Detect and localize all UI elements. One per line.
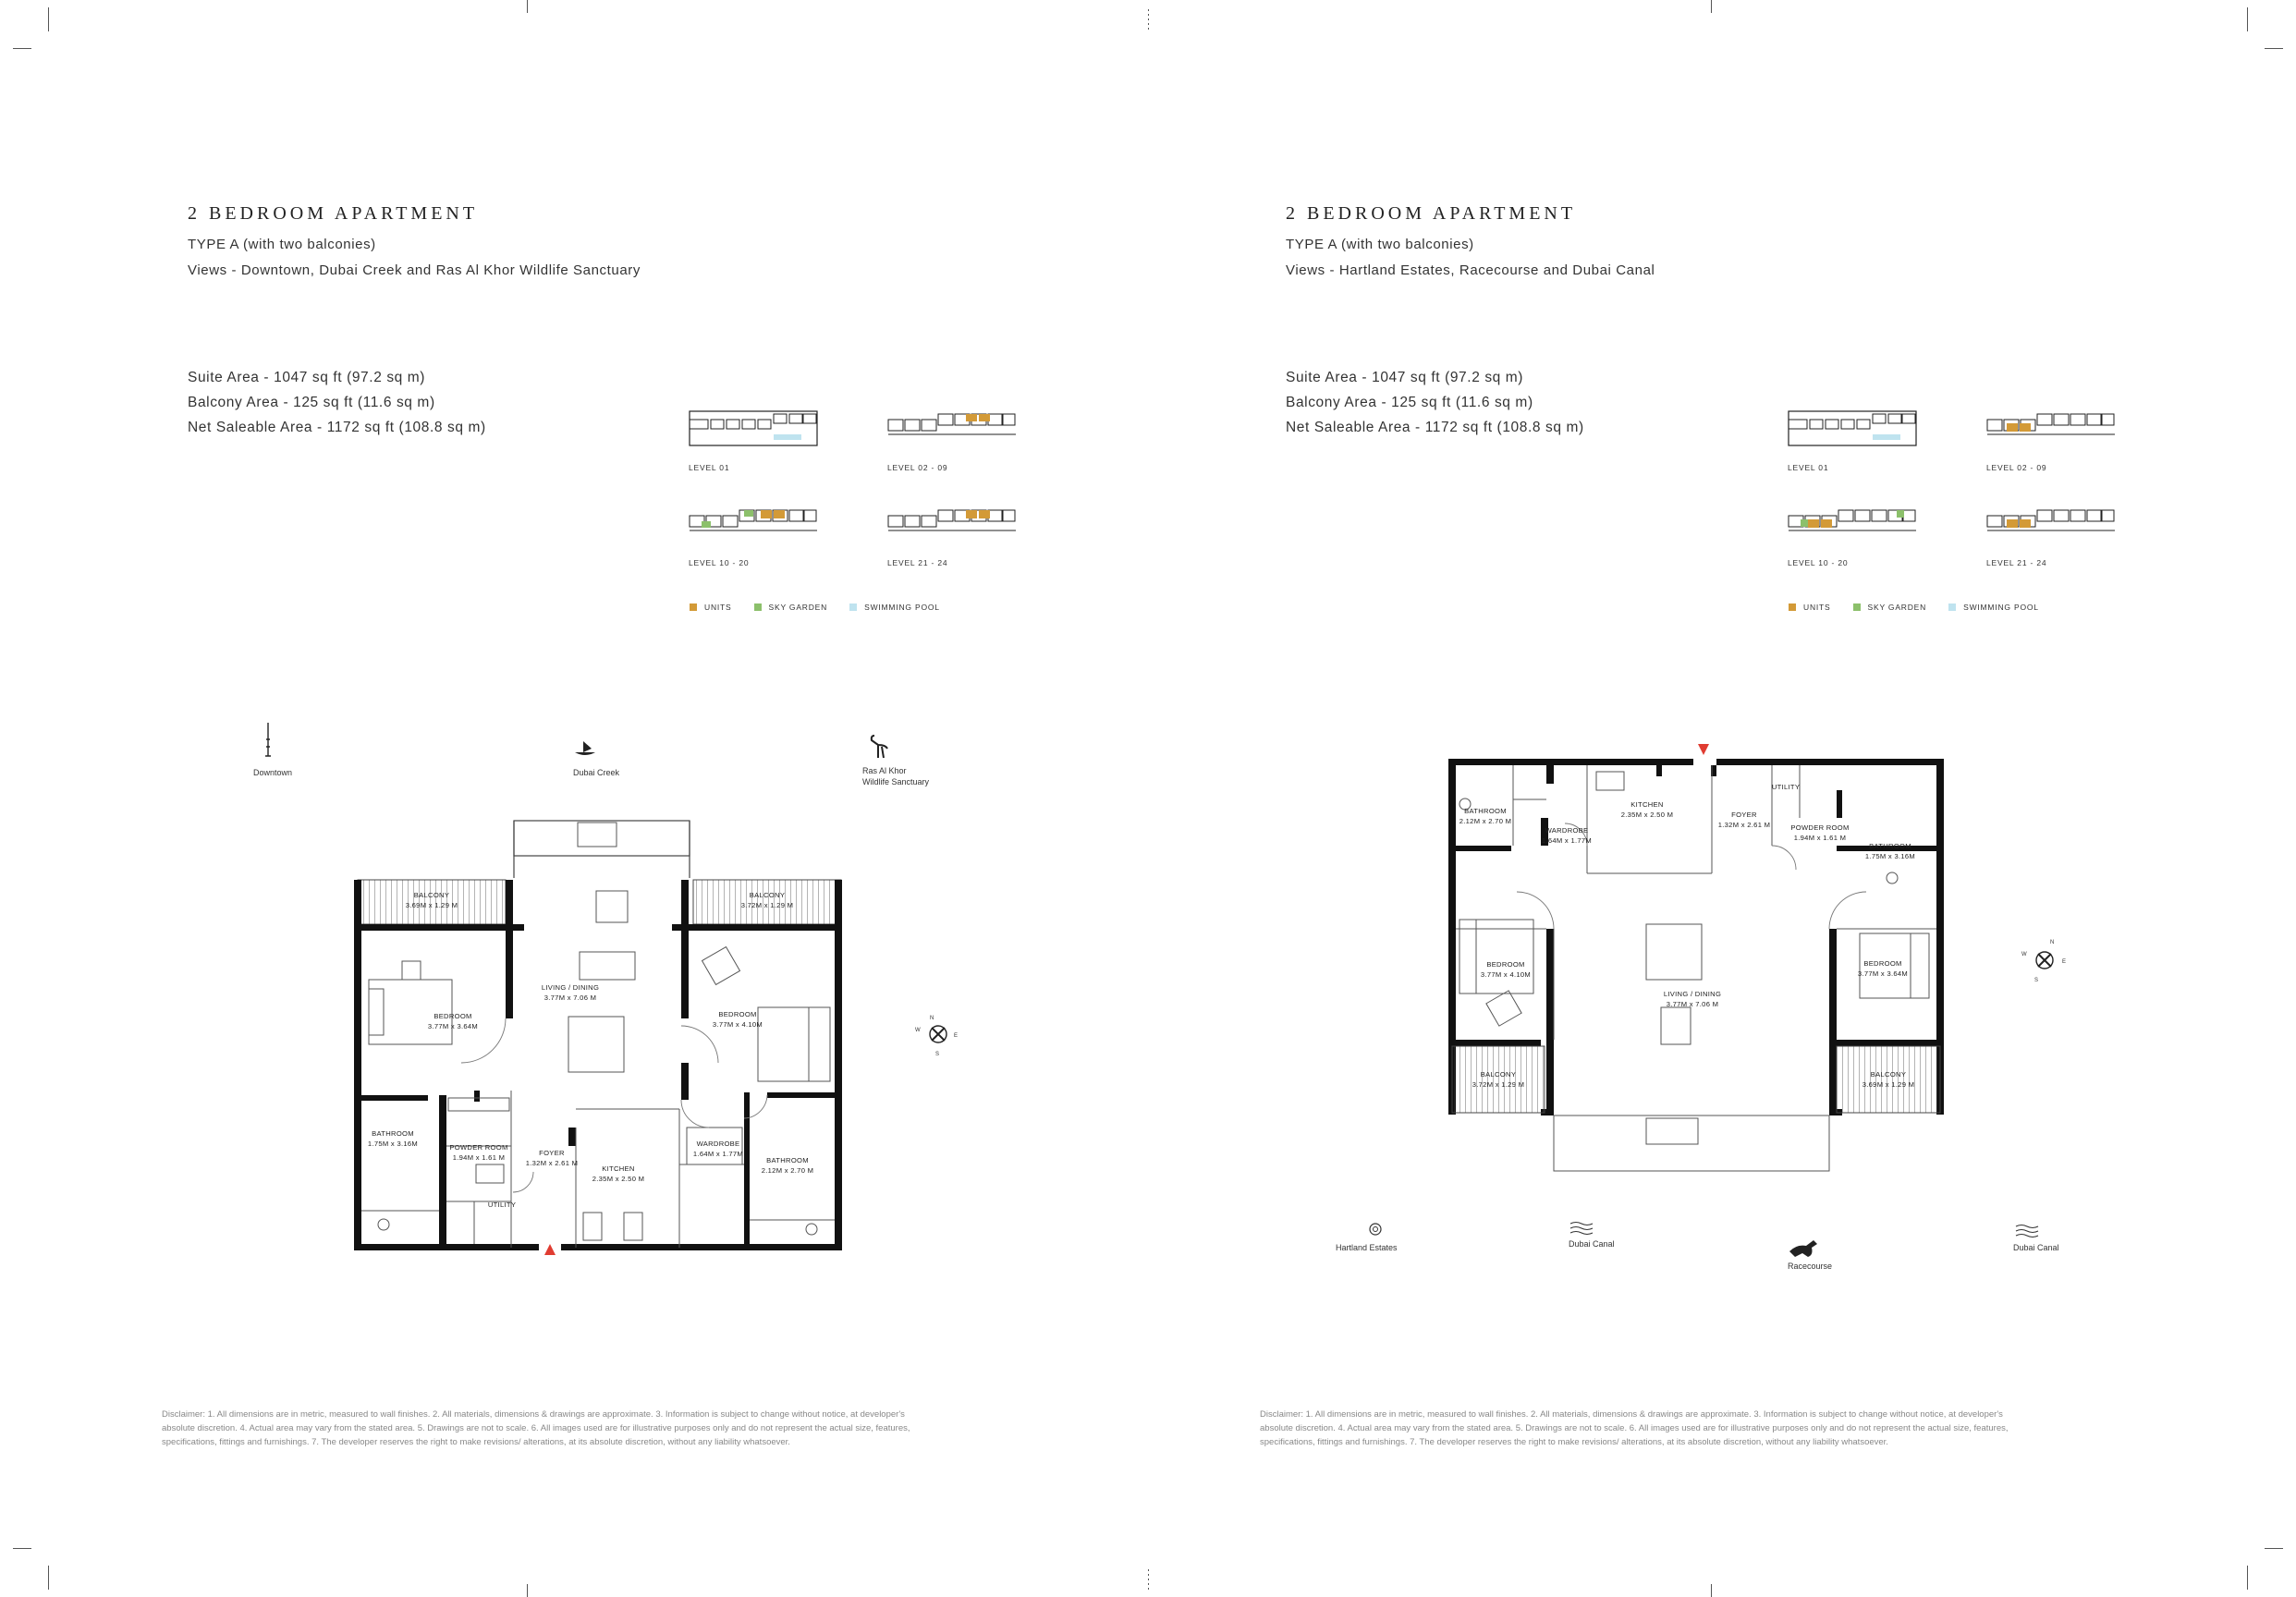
view-label-dubai-creek: Dubai Creek <box>573 768 620 777</box>
page-title: 2 BEDROOM APARTMENT <box>1286 203 1577 224</box>
sky-garden-swatch <box>1853 603 1861 611</box>
disclaimer-line: Disclaimer: 1. All dimensions are in metric, measured to wall finishes. 2. All materials, dimensions & drawings are approximate. 3. Information is subject to change without notice, at developer's <box>1260 1409 2003 1420</box>
room-dimension: 1.64M x 1.77M <box>692 1150 744 1158</box>
room-dimension: 3.77M x 3.64M <box>427 1022 479 1030</box>
room-label: BATHROOM <box>1464 807 1507 815</box>
room-label: KITCHEN <box>1630 800 1664 809</box>
room-label: BATHROOM <box>1869 842 1911 850</box>
page-title: 2 BEDROOM APARTMENT <box>188 203 479 224</box>
key-plan-level-01 <box>1788 410 1917 447</box>
balcony-area: Balcony Area - 125 sq ft (11.6 sq m) <box>188 395 435 410</box>
legend-label: UNITS <box>1803 603 1831 612</box>
room-label: POWDER ROOM <box>449 1143 508 1152</box>
compass-icon <box>2020 935 2070 985</box>
level-label: LEVEL 10 - 20 <box>689 558 750 567</box>
entry-marker <box>1698 744 1709 755</box>
room-dimension: 2.35M x 2.50 M <box>592 1175 645 1183</box>
key-plan-level-10-20 <box>1788 506 1917 534</box>
room-label: BEDROOM <box>718 1010 757 1018</box>
room-label: FOYER <box>1731 811 1757 819</box>
legend-units <box>690 603 732 612</box>
suite-area: Suite Area - 1047 sq ft (97.2 sq m) <box>1286 370 1524 385</box>
room-label: BEDROOM <box>1863 959 1902 968</box>
compass-w: W <box>2021 952 2027 957</box>
net-saleable-area: Net Saleable Area - 1172 sq ft (108.8 sq m) <box>1286 420 1584 435</box>
view-label-line: Ras Al Khor <box>862 766 907 775</box>
room-label: 3.72M x 1.29 M <box>740 901 794 909</box>
room-label: KITCHEN <box>602 1164 635 1173</box>
legend-swimming-pool <box>1948 603 2039 612</box>
disclaimer-line: specifications, fittings and furnishings. 7. The developer reserves the right to make revisions/ alterations, at its absolute discretion, without any liability whatsoever. <box>1260 1437 1888 1447</box>
net-saleable-area: Net Saleable Area - 1172 sq ft (108.8 sq m) <box>188 420 486 435</box>
room-label: POWDER ROOM <box>1790 823 1850 832</box>
room-label: LIVING / DINING <box>1663 990 1722 998</box>
room-dimension: 3.77M x 3.64M <box>1857 969 1909 978</box>
legend-sky-garden <box>754 603 828 612</box>
level-label: LEVEL 10 - 20 <box>1788 558 1849 567</box>
right-page <box>1148 0 2296 1597</box>
waves-icon <box>2015 1223 2039 1237</box>
disclaimer <box>1260 1408 2207 1449</box>
floor-plan <box>1448 744 1966 1178</box>
pool-swatch <box>849 603 857 611</box>
room-label: LIVING / DINING <box>541 983 600 992</box>
room-label: BALCONY <box>749 891 786 899</box>
room-dimension: 1.64M x 1.77M <box>1541 836 1593 845</box>
burj-khalifa-icon <box>259 721 277 758</box>
compass-n: N <box>2050 940 2055 945</box>
walls <box>354 880 842 1250</box>
room-dimension: 2.12M x 2.70 M <box>761 1166 814 1175</box>
legend-sky-garden <box>1853 603 1927 612</box>
balcony-area: Balcony Area - 125 sq ft (11.6 sq m) <box>1286 395 1533 410</box>
room-dimension: 3.77M x 4.10M <box>1480 970 1532 979</box>
units-swatch <box>690 603 697 611</box>
room-dimension: 1.94M x 1.61 M <box>1793 834 1847 842</box>
area-block <box>188 365 486 440</box>
disclaimer-line: absolute discretion. 4. Actual area may vary from the stated area. 5. Drawings are not to scale. 6. All images used are for illustrative purposes only and do not represent the actual size, features, <box>162 1423 910 1433</box>
legend-label: SKY GARDEN <box>1867 603 1927 612</box>
compass-w: W <box>915 1028 921 1033</box>
key-plan-level-10-20 <box>689 506 818 534</box>
room-dimension: 1.75M x 3.16M <box>1864 852 1916 860</box>
key-plan-legend <box>690 603 940 612</box>
legend-label: SWIMMING POOL <box>1963 603 2039 612</box>
view-label-ras-al-khor <box>862 765 929 787</box>
room-label: UTILITY <box>487 1201 517 1209</box>
balcony-left <box>1452 1046 1545 1113</box>
view-label-downtown: Downtown <box>253 768 293 777</box>
legend-label: SKY GARDEN <box>768 603 828 612</box>
compass-n: N <box>930 1016 934 1021</box>
suite-area: Suite Area - 1047 sq ft (97.2 sq m) <box>188 370 426 385</box>
room-dimension: 3.77M x 7.06 M <box>543 994 597 1002</box>
view-label-dubai-canal: Dubai Canal <box>1569 1239 1615 1249</box>
hartland-estates-icon <box>1366 1220 1385 1238</box>
disclaimer-line: absolute discretion. 4. Actual area may vary from the stated area. 5. Drawings are not to scale. 6. All images used are for illustrative purposes only and do not represent the actual size, features, <box>1260 1423 2009 1433</box>
room-label: BEDROOM <box>1486 960 1525 969</box>
room-dimension: 3.72M x 1.29 M <box>1472 1080 1525 1089</box>
key-plan-level-02-09 <box>887 410 1017 438</box>
room-label: BALCONY <box>413 891 450 899</box>
legend-label: SWIMMING POOL <box>864 603 940 612</box>
legend-label: UNITS <box>704 603 732 612</box>
room-label: BEDROOM <box>434 1012 472 1020</box>
sky-garden-swatch <box>754 603 762 611</box>
unit-type: TYPE A (with two balconies) <box>188 237 376 252</box>
room-dimension: 2.12M x 2.70 M <box>1459 817 1512 825</box>
room-dimension: 2.35M x 2.50 M <box>1620 811 1674 819</box>
racehorse-icon <box>1786 1235 1823 1262</box>
room-label: WARDROBE <box>1545 826 1589 835</box>
room-dimension: 3.77M x 4.10M <box>712 1020 763 1029</box>
waves-icon <box>1569 1220 1594 1235</box>
room-label: BALCONY <box>1870 1070 1907 1079</box>
view-label-hartland-estates: Hartland Estates <box>1336 1243 1398 1252</box>
compass-s: S <box>935 1052 940 1057</box>
room-dimension: 3.69M x 1.29 M <box>1862 1080 1915 1089</box>
room-dimension: 1.94M x 1.61 M <box>452 1153 506 1162</box>
level-label: LEVEL 02 - 09 <box>1986 463 2047 472</box>
pool-swatch <box>1948 603 1956 611</box>
bay-window <box>514 821 690 856</box>
key-plan-legend <box>1789 603 2039 612</box>
compass-e: E <box>954 1033 959 1039</box>
key-plan-level-21-24 <box>1986 506 2116 534</box>
view-label-racecourse: Racecourse <box>1788 1262 1833 1271</box>
level-label: LEVEL 02 - 09 <box>887 463 948 472</box>
disclaimer <box>162 1408 1109 1449</box>
room-label: UTILITY <box>1771 783 1801 791</box>
level-label: LEVEL 21 - 24 <box>887 558 948 567</box>
compass-icon <box>913 1009 963 1059</box>
area-block <box>1286 365 1584 440</box>
disclaimer-line: specifications, fittings and furnishings. 7. The developer reserves the right to make revisions/ alterations, at its absolute discretion, without any liability whatsoever. <box>162 1437 790 1447</box>
view-label-line: Wildlife Sanctuary <box>862 777 930 786</box>
room-label: BALCONY <box>1480 1070 1517 1079</box>
dhow-boat-icon <box>571 739 599 760</box>
legend-units <box>1789 603 1831 612</box>
room-label: BATHROOM <box>372 1129 414 1138</box>
disclaimer-line: Disclaimer: 1. All dimensions are in metric, measured to wall finishes. 2. All materials, dimensions & drawings are approximate. 3. Information is subject to change without notice, at developer's <box>162 1409 905 1420</box>
compass-e: E <box>2062 959 2067 965</box>
units-swatch <box>1789 603 1796 611</box>
level-label: LEVEL 01 <box>1788 463 1829 472</box>
key-plan-level-01 <box>689 410 818 447</box>
view-label-dubai-canal: Dubai Canal <box>2013 1243 2059 1252</box>
unit-views: Views - Hartland Estates, Racecourse and Dubai Canal <box>1286 262 1655 278</box>
room-label: FOYER <box>539 1149 565 1157</box>
unit-type: TYPE A (with two balconies) <box>1286 237 1474 252</box>
compass-s: S <box>2034 978 2039 983</box>
room-dimension: 1.32M x 2.61 M <box>1717 821 1771 829</box>
room-dimension: 1.32M x 2.61 M <box>525 1159 579 1167</box>
balcony-right <box>1837 1046 1940 1113</box>
level-label: LEVEL 01 <box>689 463 730 472</box>
room-dimension: 1.75M x 3.16M <box>367 1140 419 1148</box>
room-dimension: 3.69M x 1.29 M <box>405 901 458 909</box>
level-label: LEVEL 21 - 24 <box>1986 558 2047 567</box>
entry-marker <box>544 1244 556 1255</box>
legend-swimming-pool <box>849 603 940 612</box>
floor-plan <box>347 813 873 1257</box>
flamingo-icon <box>867 732 893 760</box>
room-label: WARDROBE <box>696 1140 740 1148</box>
key-plan-level-21-24 <box>887 506 1017 534</box>
key-plan-level-02-09 <box>1986 410 2116 438</box>
room-label: BATHROOM <box>766 1156 809 1164</box>
room-dimension: 3.77M x 7.06 M <box>1666 1000 1719 1008</box>
unit-views: Views - Downtown, Dubai Creek and Ras Al Khor Wildlife Sanctuary <box>188 262 641 278</box>
